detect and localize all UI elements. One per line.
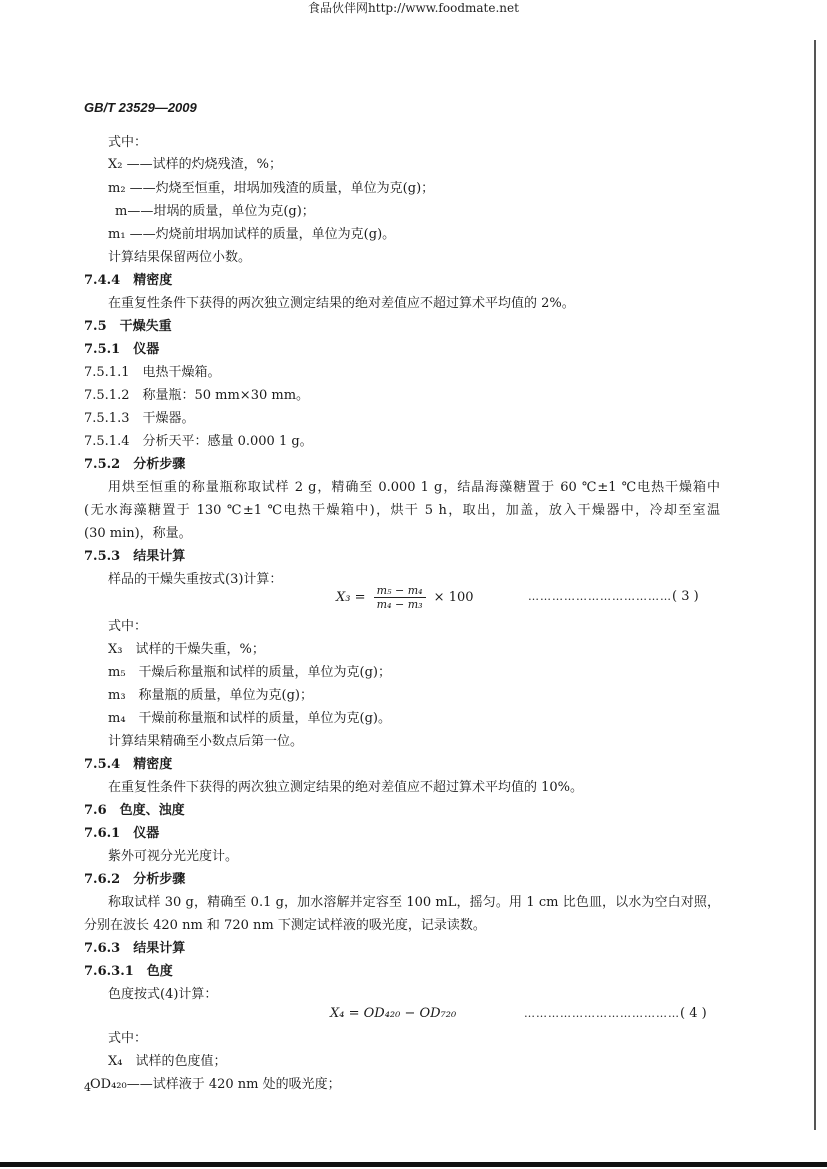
text-line: m₁ ——灼烧前坩埚加试样的质量，单位为克(g)。 — [108, 227, 396, 242]
text-line: 样品的干燥失重按式(3)计算： — [108, 572, 283, 587]
text-line: m₃ 称量瓶的质量，单位为克(g)； — [108, 688, 314, 703]
text-line: 色度按式(4)计算： — [108, 987, 218, 1002]
section-heading: 7.5 干燥失重 — [84, 319, 172, 334]
text-line: 在重复性条件下获得的两次独立测定结果的绝对差值应不超过算术平均值的 2%。 — [108, 296, 575, 311]
formula-3-fraction — [374, 584, 426, 611]
scan-bottom-border — [0, 1162, 827, 1167]
text-line: 式中： — [108, 619, 148, 634]
text-line: 7.5.1.3 干燥器。 — [84, 411, 195, 426]
equation-number: ( 4 ) — [680, 1006, 707, 1021]
formula-3 — [336, 584, 474, 611]
formula-3-rhs: × 100 — [433, 590, 474, 605]
text-line: 式中： — [108, 1031, 148, 1046]
formula-3-numerator: m₅ − m₄ — [374, 584, 426, 598]
section-heading: 7.4.4 精密度 — [84, 273, 173, 288]
formula-3-denominator: m₄ − m₃ — [376, 598, 423, 611]
text-line: 称取试样 30 g，精确至 0.1 g，加水溶解并定容至 100 mL，摇匀。用 1 cm 比色皿，以水为空白对照， — [108, 895, 720, 910]
text-line: X₄ 试样的色度值； — [108, 1054, 227, 1069]
watermark: 食品伙伴网http://www.foodmate.net — [308, 1, 519, 15]
leader-dots: ……………………………… — [528, 590, 672, 603]
formula-3-number-line — [528, 588, 699, 606]
standard-number-header: GB/T 23529—2009 — [84, 100, 197, 115]
text-line: 7.5.1.2 称量瓶：50 mm×30 mm。 — [84, 388, 310, 403]
text-line: X₂ ——试样的灼烧残渣，%； — [108, 157, 282, 172]
text-line: (30 min)，称量。 — [84, 526, 192, 541]
section-heading: 7.6.1 仪器 — [84, 826, 160, 841]
text-line: 用烘至恒重的称量瓶称取试样 2 g，精确至 0.000 1 g，结晶海藻糖置于 60 ℃±1 ℃电热干燥箱中 — [108, 480, 720, 495]
section-heading: 7.6 色度、浊度 — [84, 803, 185, 818]
equation-number: ( 3 ) — [672, 589, 699, 604]
section-heading: 7.5.4 精密度 — [84, 757, 173, 772]
text-line: OD₄₂₀——试样液于 420 nm 处的吸光度； — [90, 1077, 341, 1092]
text-line: 7.5.1.4 分析天平：感量 0.000 1 g。 — [84, 434, 313, 449]
text-line: (无水海藻糖置于 130 ℃±1 ℃电热干燥箱中)，烘干 5 h，取出，加盖，放入干燥器中，冷却至室温 — [84, 503, 720, 518]
section-heading: 7.6.3.1 色度 — [84, 964, 173, 979]
section-heading: 7.6.2 分析步骤 — [84, 872, 186, 887]
section-heading: 7.6.3 结果计算 — [84, 941, 186, 956]
text-line: X₃ 试样的干燥失重，%； — [108, 642, 265, 657]
section-heading: 7.5.3 结果计算 — [84, 549, 186, 564]
formula-4-expression: X₄ = OD₄₂₀ − OD₇₂₀ — [330, 1006, 457, 1021]
text-line: 计算结果保留两位小数。 — [108, 250, 252, 265]
text-line: 分别在波长 420 nm 和 720 nm 下测定试样液的吸光度，记录读数。 — [84, 918, 486, 933]
text-line: 紫外可视分光光度计。 — [108, 849, 239, 864]
formula-4-number-line — [524, 1005, 707, 1023]
formula-3-lhs: X₃ = — [336, 590, 366, 605]
text-line: 在重复性条件下获得的两次独立测定结果的绝对差值应不超过算术平均值的 10%。 — [108, 780, 584, 795]
text-line: m₂ ——灼烧至恒重，坩埚加残渣的质量，单位为克(g)； — [108, 181, 435, 196]
text-line: 7.5.1.1 电热干燥箱。 — [84, 365, 221, 380]
section-heading: 7.5.1 仪器 — [84, 342, 160, 357]
text-line: m₅ 干燥后称量瓶和试样的质量，单位为克(g)； — [108, 665, 392, 680]
text-line: m₄ 干燥前称量瓶和试样的质量，单位为克(g)。 — [108, 711, 392, 726]
formula-4 — [330, 1005, 456, 1023]
leader-dots: ………………………………… — [524, 1007, 680, 1020]
scan-edge-line — [814, 40, 816, 1130]
text-line: 式中： — [108, 135, 148, 150]
section-heading: 7.5.2 分析步骤 — [84, 457, 186, 472]
text-line: m——坩埚的质量，单位为克(g)； — [115, 204, 315, 219]
page-number: 4 — [84, 1081, 91, 1094]
text-line: 计算结果精确至小数点后第一位。 — [108, 734, 304, 749]
